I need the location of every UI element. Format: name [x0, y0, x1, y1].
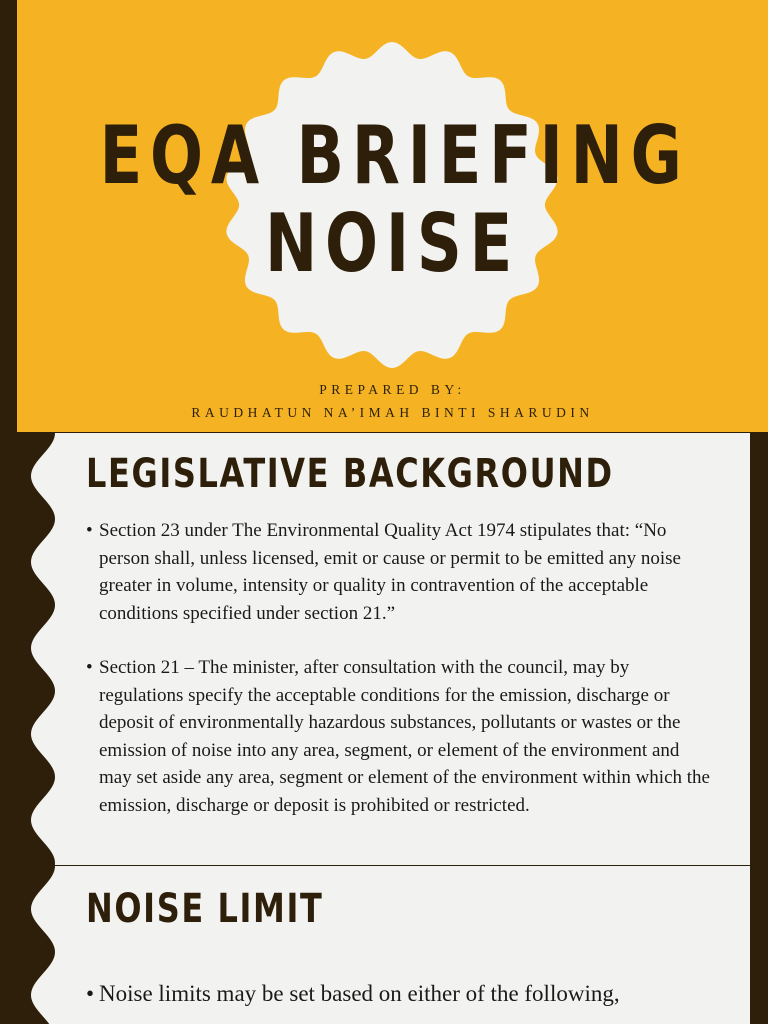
bullet-icon: •: [86, 657, 93, 678]
author-name: RAUDHATUN NA’IMAH BINTI SHARUDIN: [191, 405, 594, 420]
bullet-list: [86, 517, 716, 819]
slide-heading: LEGISLATIVE BACKGROUND: [86, 451, 614, 497]
bullet-item: [86, 654, 716, 819]
slide-title: [99, 109, 690, 290]
bullet-item: [86, 517, 716, 627]
legislative-background-slide: [0, 433, 768, 865]
title-line-1: EQA BRIEFING: [99, 109, 690, 202]
bullet-item: [86, 978, 716, 1010]
left-accent-bar: [0, 0, 17, 432]
prepared-by-label: PREPARED BY:: [319, 382, 466, 397]
bullet-text: Noise limits may be set based on either of the following,: [99, 981, 620, 1006]
title-line-2: NOISE: [264, 197, 521, 290]
slide-subtitle: [17, 378, 768, 424]
wavy-left-border: [0, 433, 60, 865]
title-slide: [0, 0, 768, 432]
bullet-text: Section 21 – The minister, after consultation with the council, may by regulations specify the acceptable conditions for the emission, discharge or deposit of environmentally hazardous substances, pollutants or wastes or the emission of noise into any area, segment, or element of the environment and may set aside any area, segment or element of the environment within which the emission, discharge or deposit is prohibited or restricted.: [99, 657, 710, 816]
bullet-icon: •: [86, 981, 95, 1006]
slide-heading: NOISE LIMIT: [86, 886, 324, 932]
right-accent-strip: [750, 433, 768, 865]
wavy-left-border: [0, 866, 60, 1024]
bullet-text: Section 23 under The Environmental Quality Act 1974 stipulates that: “No person shall, unless licensed, emit or cause or permit to be emitted any noise greater in volume, intensity or quality in contravention of the acceptable conditions specified under section 21.”: [99, 520, 681, 624]
bullet-icon: •: [86, 520, 93, 541]
noise-limit-slide: [0, 866, 768, 1024]
right-accent-strip: [750, 866, 768, 1024]
bullet-list: [86, 978, 716, 1010]
